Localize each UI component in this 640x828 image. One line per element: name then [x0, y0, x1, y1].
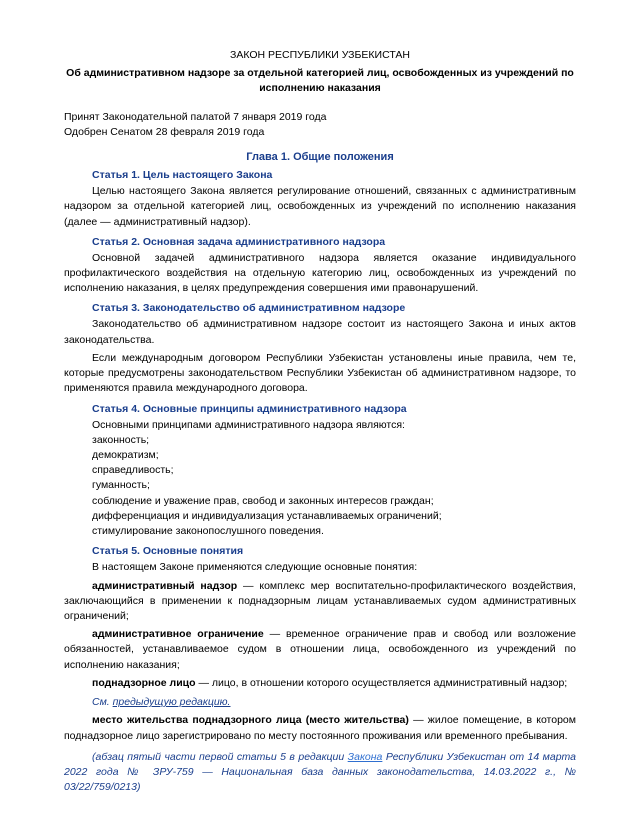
article-2-heading: Статья 2. Основная задача административного надзора — [92, 235, 386, 248]
article-3-paragraph-2: Если международным договором Республики Узбекистан установлены иные правила, чем те, которые предусмотрены законодательством Республики Узбекистан об административном надзоре, то применяются правила международного договора. — [64, 351, 576, 395]
article-5-definition-4-term: место жительства поднадзорного лица (место жительства) — [92, 714, 409, 727]
previous-version-note-prefix: См. — [92, 696, 113, 709]
article-5-heading: Статья 5. Основные понятия — [92, 545, 244, 558]
previous-version-note — [64, 695, 576, 710]
editorial-note-part1: (абзац пятый части первой статьи 5 в редакции — [92, 750, 348, 763]
document-title-line2: Об административном надзоре за отдельной категорией лиц, освобожденных из учреждений по исполнению наказания — [66, 67, 574, 95]
adopted-by-legislative-chamber: Принят Законодательной палатой 7 января 2019 года — [64, 110, 327, 123]
article-4-intro: Основными принципами административного надзора являются: — [92, 418, 405, 431]
article-1-heading: Статья 1. Цель настоящего Закона — [92, 169, 273, 182]
article-4-principle-2: демократизм; — [92, 449, 159, 461]
article-1-paragraph-1: Целью настоящего Закона является регулирование отношений, связанных с административным надзором за отдельной категорией лиц, освобожденных из учреждений по исполнению наказания (далее — административный надзор). — [64, 185, 576, 228]
chapter-heading: Глава 1. Общие положения — [246, 151, 394, 164]
article-4-principle-1: законность; — [92, 433, 150, 446]
article-5-definition-3 — [64, 676, 576, 691]
article-5-definition-1-text: — комплекс мер воспитательно-профилактического воздействия, заключающийся в применении к поднадзорным лицам устанавливаемых судом административных ограничений; — [64, 579, 576, 622]
article-5-definition-1-term: административный надзор — [92, 579, 238, 592]
document-title-line1: ЗАКОН РЕСПУБЛИКИ УЗБЕКИСТАН — [230, 49, 410, 61]
article-3-heading: Статья 3. Законодательство об административном надзоре — [92, 302, 406, 315]
article-4-principle-4: гуманность; — [92, 479, 150, 492]
editorial-note-law-link[interactable]: Закона — [347, 750, 383, 763]
article-5-definition-4 — [64, 713, 576, 743]
article-5-definition-3-term: поднадзорное лицо — [92, 676, 196, 689]
article-5-definition-2-text: — временное ограничение прав и свобод или возложение обязанностей, устанавливаемое судом в отношении лица, освобожденного из учреждений по исполнению наказания; — [64, 628, 576, 671]
article-4-heading: Статья 4. Основные принципы административного надзора — [92, 402, 407, 415]
article-4-principle-7: стимулирование законопослушного поведения. — [92, 525, 324, 538]
article-5-definition-1 — [64, 579, 576, 625]
article-4-principle-3: справедливость; — [92, 464, 174, 477]
editorial-note-part2: Республики Узбекистан от 14 марта 2022 года № ЗРУ-759 — Национальная база данных законодательства, 14.03.2022 г., № 03/22/759/0213) — [64, 750, 576, 794]
article-5-definition-3-text: — лицо, в отношении которого осуществляется административный надзор; — [195, 676, 568, 689]
article-5-definition-2-term: административное ограничение — [92, 628, 264, 641]
article-5-intro: В настоящем Законе применяются следующие основные понятия: — [92, 561, 418, 574]
article-2-paragraph-1: Основной задачей административного надзора является оказание индивидуального профилактического воздействия на отдельную категорию лиц, освобожденных из учреждений по исполнению наказания, в целях предупреждения совершения ими правонарушений. — [64, 251, 576, 295]
article-5-definition-4-text: — жилое помещение, в котором поднадзорное лицо зарегистрировано по месту постоянного проживания или временного пребывания. — [64, 714, 576, 742]
editorial-note — [64, 750, 576, 796]
article-4-principle-5: соблюдение и уважение прав, свобод и законных интересов граждан; — [92, 494, 434, 507]
document-title — [64, 48, 576, 97]
approved-by-senate: Одобрен Сенатом 28 февраля 2019 года — [64, 126, 265, 139]
adoption-info — [64, 110, 576, 142]
previous-version-link[interactable]: предыдущую редакцию. — [112, 696, 231, 709]
article-5-definition-2 — [64, 627, 576, 673]
article-3-paragraph-1: Законодательство об административном надзоре состоит из настоящего Закона и иных актов законодательства. — [64, 318, 576, 346]
article-4-principle-6: дифференциация и индивидуализация устанавливаемых ограничений; — [92, 509, 442, 522]
